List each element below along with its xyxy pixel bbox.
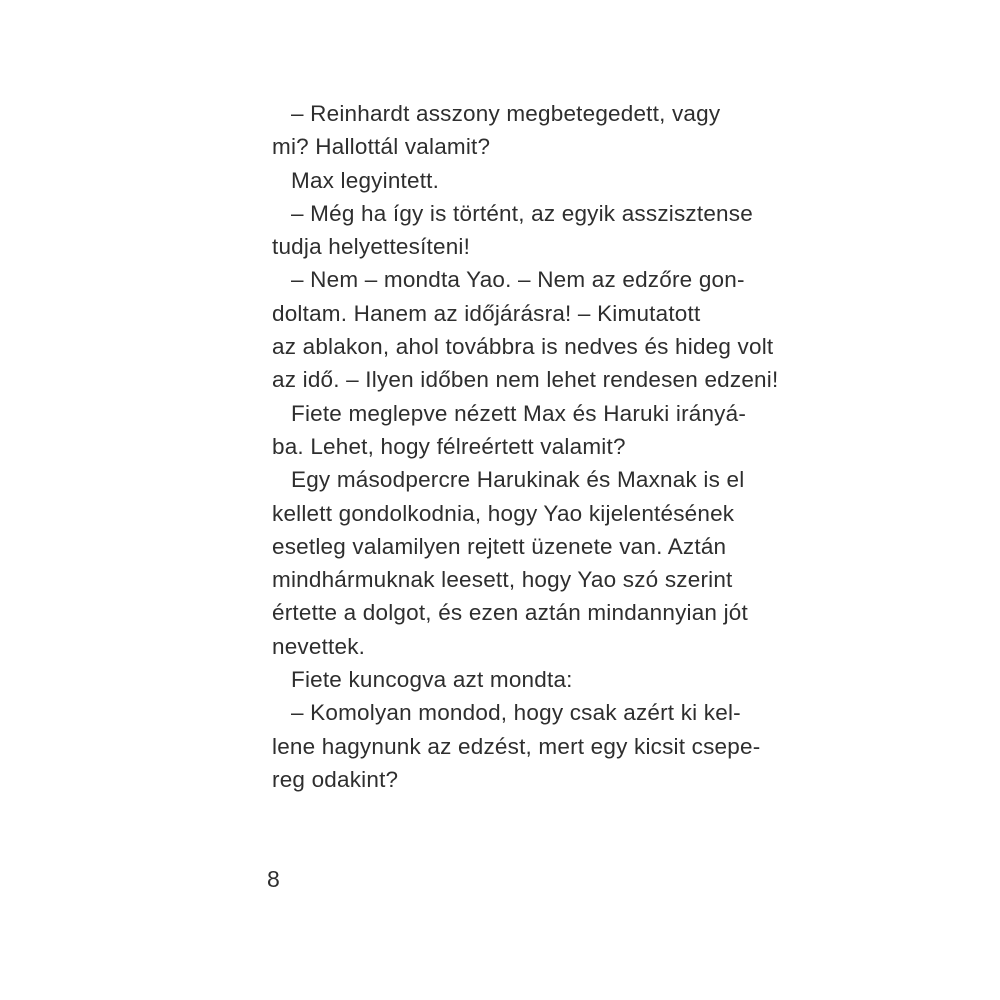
text-line: az ablakon, ahol továbbra is nedves és hideg volt: [272, 334, 774, 360]
text-line: ba. Lehet, hogy félreértett valamit?: [272, 433, 626, 459]
text-line: reg odakint?: [272, 766, 399, 792]
text-line: mindhármuknak leesett, hogy Yao szó szerint: [272, 567, 733, 593]
text-line: lene hagynunk az edzést, mert egy kicsit csepe-: [272, 733, 761, 759]
text-line: értette a dolgot, és ezen aztán mindannyian jót: [272, 600, 748, 626]
text-line: esetleg valamilyen rejtett üzenete van. Aztán: [272, 533, 727, 559]
page-number: 8: [267, 866, 280, 892]
text-line: mi? Hallottál valamit?: [272, 134, 491, 160]
page-text: [272, 97, 779, 796]
text-line: Egy másodpercre Harukinak és Maxnak is el: [291, 467, 745, 493]
text-line: tudja helyettesíteni!: [272, 234, 471, 260]
text-line: Fiete kuncogva azt mondta:: [291, 667, 573, 693]
text-line: doltam. Hanem az időjárásra! – Kimutatott: [272, 300, 701, 326]
text-line: – Komolyan mondod, hogy csak azért ki kel-: [291, 700, 741, 726]
text-line: – Még ha így is történt, az egyik asszisztense: [291, 200, 753, 226]
text-line: az idő. – Ilyen időben nem lehet rendesen edzeni!: [272, 367, 779, 393]
text-line: Fiete meglepve nézett Max és Haruki irányá-: [291, 400, 747, 426]
text-line: Max legyintett.: [291, 167, 440, 193]
text-line: – Nem – mondta Yao. – Nem az edzőre gon-: [291, 267, 745, 293]
text-line: – Reinhardt asszony megbetegedett, vagy: [291, 101, 721, 126]
text-line: kellett gondolkodnia, hogy Yao kijelentésének: [272, 500, 735, 526]
text-line: nevettek.: [272, 633, 366, 659]
